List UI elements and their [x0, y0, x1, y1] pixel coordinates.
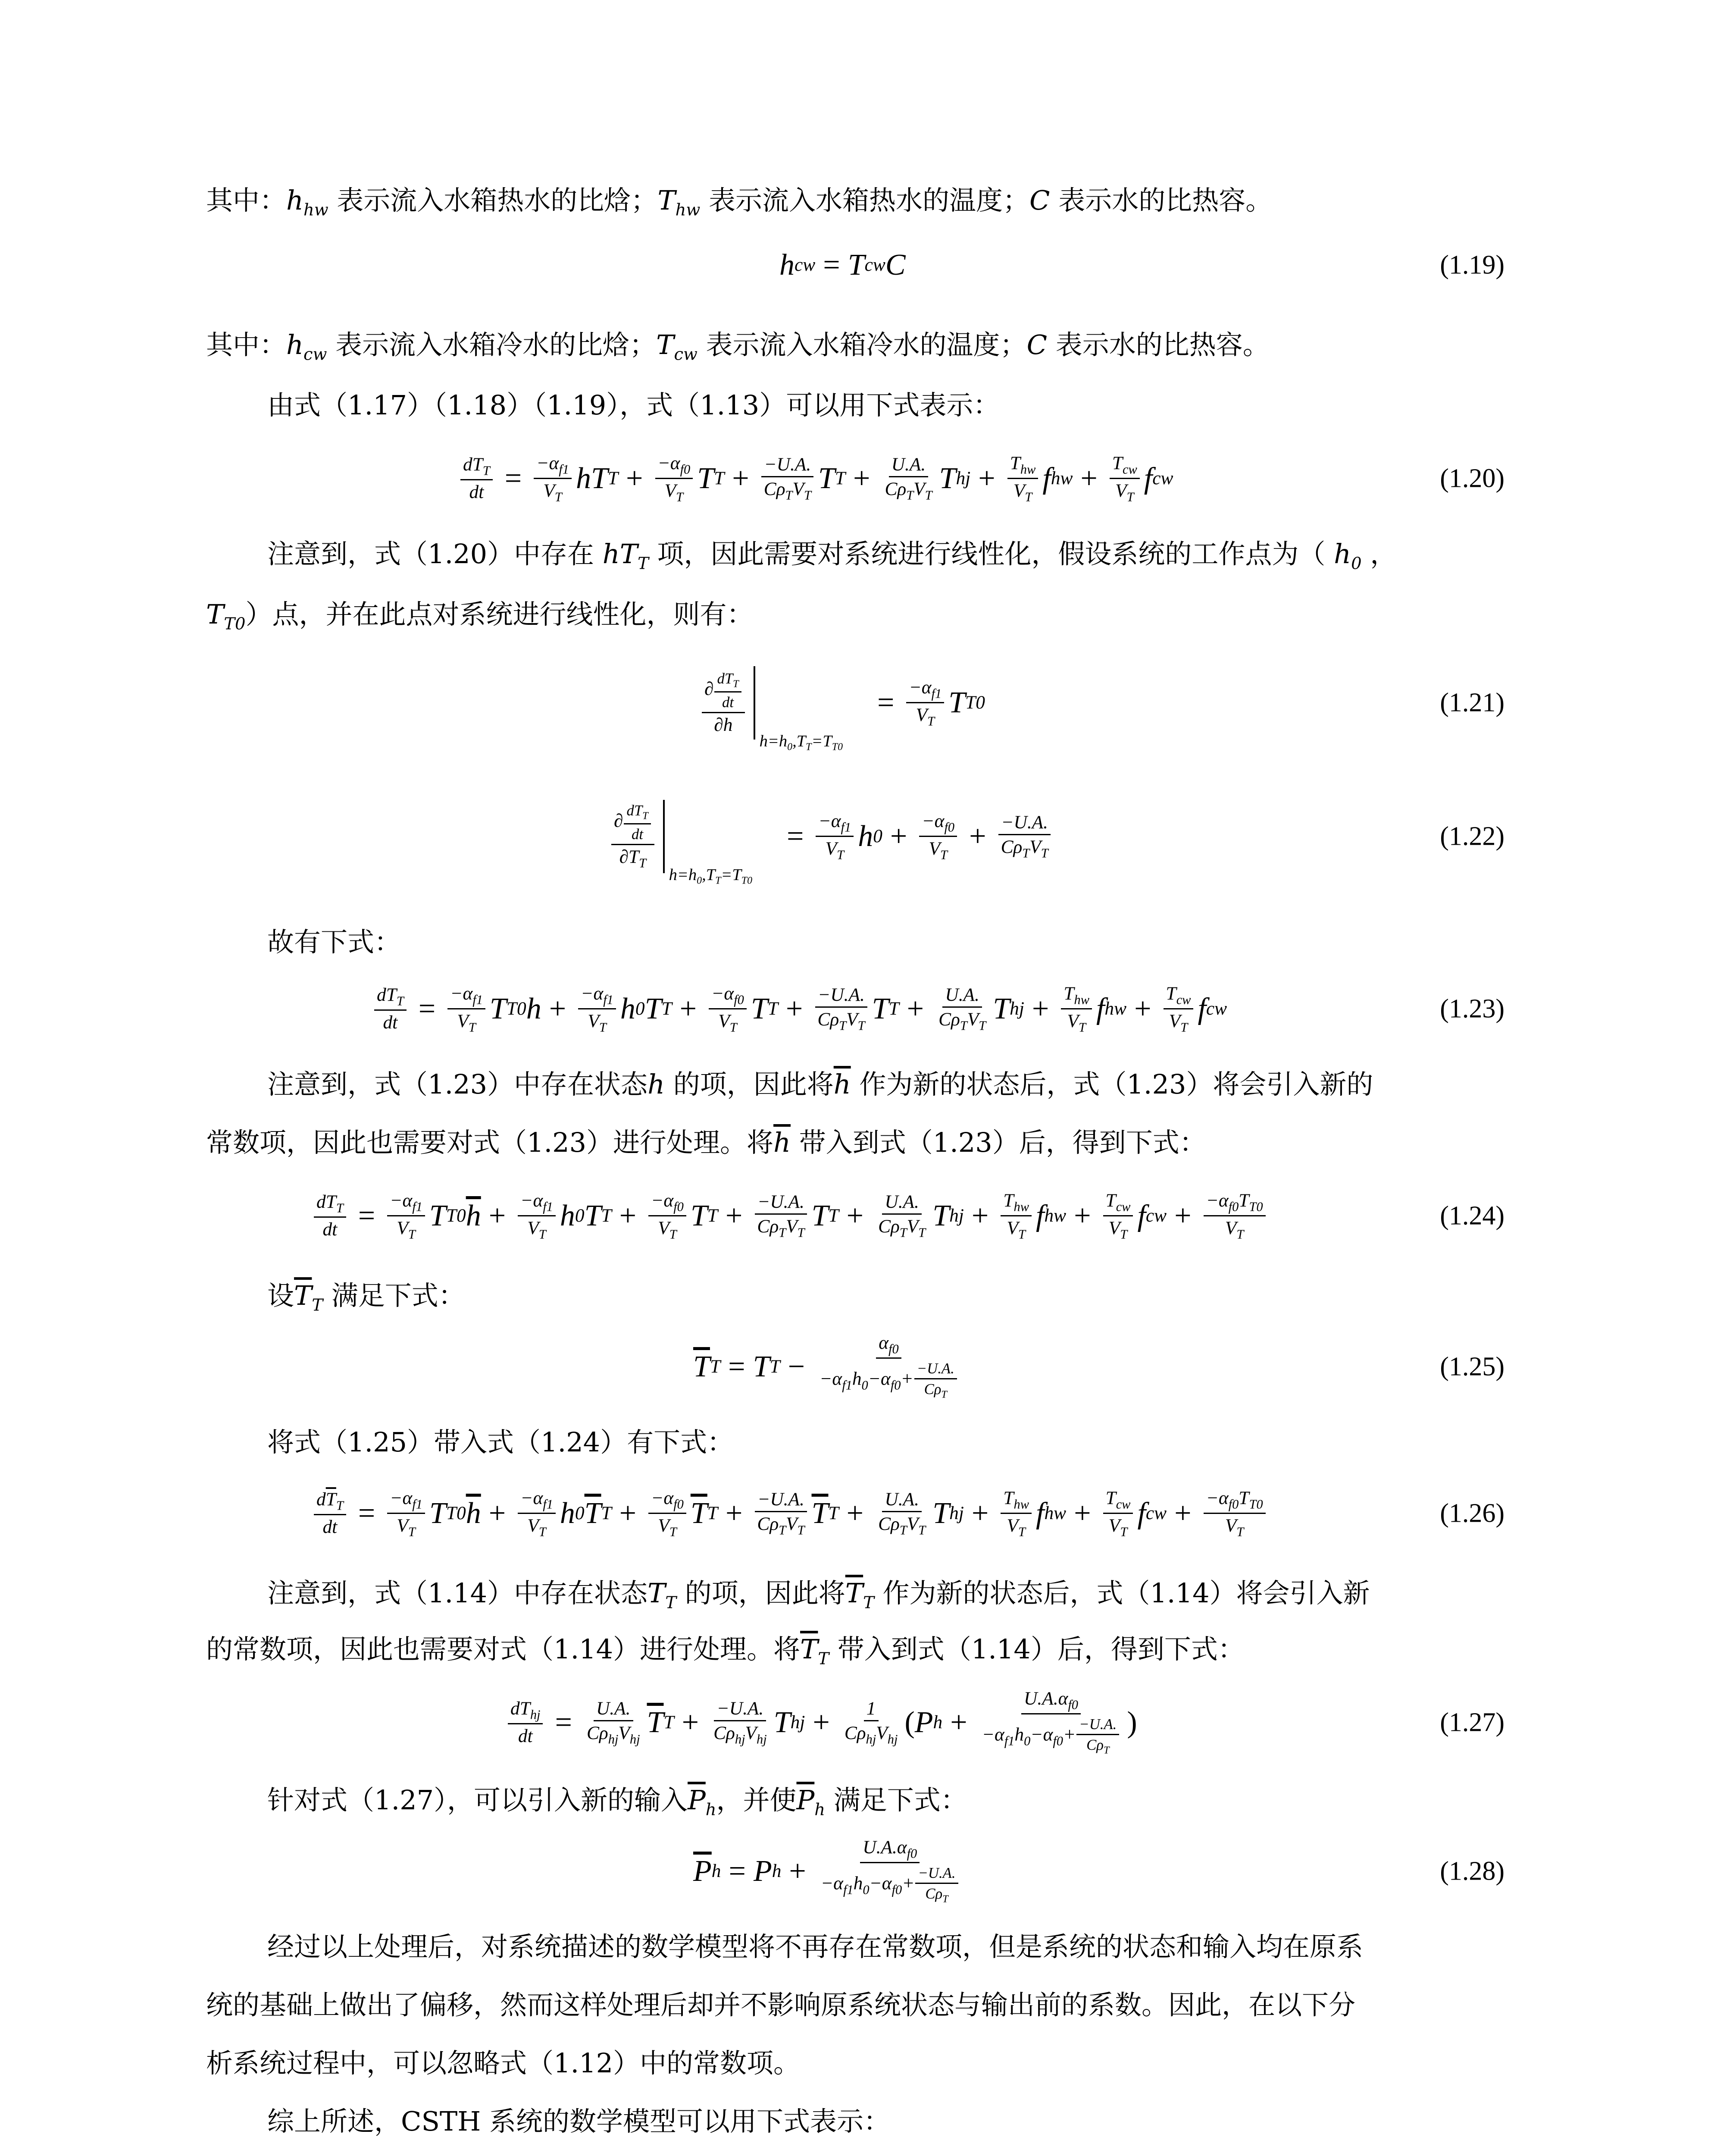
equation-1-28: $\overline{P}$ h = P h + $U.A.\alpha_{f0}$ $-\alpha_{f1}h_0-\alpha_{f0}+$ $\frac{-U.A.}{C\rho_T}$ (1.28)	[693, 1837, 1505, 1905]
paragraph-state-h-2: 常数项，因此也需要对式（1.23）进行处理。将$\overline{h}$ 带入到式（1.23）后，得到下式：	[206, 1127, 1206, 1158]
paragraph-from-equations: 由式（1.17）（1.18）（1.19），式（1.13）可以用下式表示：	[267, 389, 1000, 421]
paragraph-new-input: 针对式（1.27），可以引入新的输入$\overline{P}_h$，并使$\overline{P}_h$ 满足下式：	[267, 1784, 967, 1820]
paragraph-state-tt-1: 注意到，式（1.14）中存在状态$T_T$ 的项，因此将$\overline{T}_T$ 作为新的状态后，式（1.14）将会引入新	[267, 1577, 1370, 1613]
equation-1-24: $\frac{dT_T}{dt}$ = $\frac{-\alpha_{f1}}{V_T}$ T T0 $\overline{h}$ + $\frac{-\alpha_{f1}}{V_T}$ h 0 T T + $\frac{-\alpha_{f0}}{V_T}$ T T + $\frac{-U.A.}{C\rho_TV_T}$ T T + $\frac{U.A.}{C\rho_TV_T}$ T hj + $\frac{T_{hw}}{V_T}$ f hw + $\frac{T_{cw}}{V_T}$ f cw + $\frac{-\alpha_{f0}T_{T0}}{V_T}$ (1.24)	[206, 1173, 1505, 1259]
paragraph-substitute: 将式（1.25）带入式（1.24）有下式：	[267, 1426, 734, 1458]
paragraph-hcw-definition: 其中：$h_{cw}$ 表示流入水箱冷水的比焓；$T_{cw}$ 表示流入水箱冷水的温度；C 表示水的比热容。	[206, 329, 1270, 364]
paragraph-let-tt: 设$\overline{T}_T$ 满足下式：	[267, 1280, 465, 1315]
paragraph-summary-1: 经过以上处理后，对系统描述的数学模型将不再存在常数项，但是系统的状态和输入均在原系	[267, 1931, 1364, 1962]
paragraph-csth-model: 综上所述，CSTH 系统的数学模型可以用下式表示：	[267, 2106, 891, 2137]
paragraph-hhw-definition: 其中：$h_{hw}$ 表示流入水箱热水的比焓；$T_{hw}$ 表示流入水箱热水的温度；C 表示水的比热容。	[206, 185, 1273, 220]
equation-1-19: h cw = T cw C (1.19)	[779, 248, 1505, 282]
paragraph-hence: 故有下式：	[267, 926, 401, 958]
equation-1-26: $\frac{d\overline{T}_T}{dt}$ = $\frac{-\alpha_{f1}}{V_T}$ T T0 $\overline{h}$ + $\frac{-\alpha_{f1}}{V_T}$ h 0 $\overline{T}$ T + $\frac{-\alpha_{f0}}{V_T}$ $\overline{T}$ T + $\frac{-U.A.}{C\rho_TV_T}$ $\overline{T}$ T + $\frac{U.A.}{C\rho_TV_T}$ T hj + $\frac{T_{hw}}{V_T}$ f hw + $\frac{T_{cw}}{V_T}$ f cw + $\frac{-\alpha_{f0}T_{T0}}{V_T}$ (1.26)	[206, 1470, 1505, 1557]
equation-1-20: $\frac{dT_T}{dt}$ = $\frac{-\alpha_{f1}}{V_T}$ hT T + $\frac{-\alpha_{f0}}{V_T}$ T T + $\frac{-U.A.}{C\rho_TV_T}$ T T + $\frac{U.A.}{C\rho_TV_T}$ T hj + $\frac{T_{hw}}{V_T}$ f hw + $\frac{T_{cw}}{V_T}$ f cw (1.20)	[206, 436, 1505, 522]
equation-1-29	[206, 2147, 1505, 2156]
paragraph-linearization-2: $T_{T0}$）点，并在此点对系统进行线性化，则有：	[206, 599, 754, 634]
paragraph-linearization-1: 注意到，式（1.20）中存在 $hT_T$ 项，因此需要对系统进行线性化，假设系统的工作点为（ $h_0$ ，	[267, 538, 1397, 573]
paragraph-state-tt-2: 的常数项，因此也需要对式（1.14）进行处理。将$\overline{T}_T$ 带入到式（1.14）后，得到下式：	[206, 1633, 1245, 1669]
paragraph-summary-2: 统的基础上做出了偏移，然而这样处理后却并不影响原系统状态与输出前的系数。因此，在以下分	[206, 1989, 1356, 2021]
equation-1-21: ∂ $\frac{dT_T}{dt}$ ∂h $h=h_0,T_T=T_{T0}$ = $\frac{-\alpha_{f1}}{V_T}$ T T0 (1.21)	[206, 655, 1505, 750]
equation-1-27: $\frac{dT_{hj}}{dt}$ = $\frac{U.A.}{C\rho_{hj}V_{hj}}$ $\overline{T}$ T + $\frac{-U.A.}{C\rho_{hj}V_{hj}}$ T hj + $\frac{1}{C\rho_{hj}V_{hj}}$ ( P h + $U.A.\alpha_{f0}$ $-\alpha_{f1}h_0-\alpha_{f0}+$ $\frac{-U.A.}{C\rho_T}$ ) (1.27)	[206, 1677, 1505, 1768]
equation-1-22: ∂ $\frac{dT_T}{dt}$ $\partial T_T$ $h=h_0,T_T=T_{T0}$ = $\frac{-\alpha_{f1}}{V_T}$ h 0 + $\frac{-\alpha_{f0}}{V_T}$ + $\frac{-U.A.}{C\rho_TV_T}$ (1.22)	[206, 789, 1505, 884]
equation-1-25: $\overline{T}$ T = T T − $\alpha_{f0}$ $-\alpha_{f1}h_0-\alpha_{f0}+$ $\frac{-U.A.}{C\rho_T}$ (1.25)	[693, 1332, 1505, 1401]
equation-1-23: $\frac{dT_T}{dt}$ = $\frac{-\alpha_{f1}}{V_T}$ T T0 h + $\frac{-\alpha_{f1}}{V_T}$ h 0 T T + $\frac{-\alpha_{f0}}{V_T}$ T T + $\frac{-U.A.}{C\rho_TV_T}$ T T + $\frac{U.A.}{C\rho_TV_T}$ T hj + $\frac{T_{hw}}{V_T}$ f hw + $\frac{T_{cw}}{V_T}$ f cw (1.23)	[206, 966, 1505, 1052]
paragraph-summary-3: 析系统过程中，可以忽略式（1.12）中的常数项。	[206, 2047, 801, 2079]
paragraph-state-h-1: 注意到，式（1.23）中存在状态h 的项，因此将$\overline{h}$ 作为新的状态后，式（1.23）将会引入新的	[267, 1069, 1373, 1100]
